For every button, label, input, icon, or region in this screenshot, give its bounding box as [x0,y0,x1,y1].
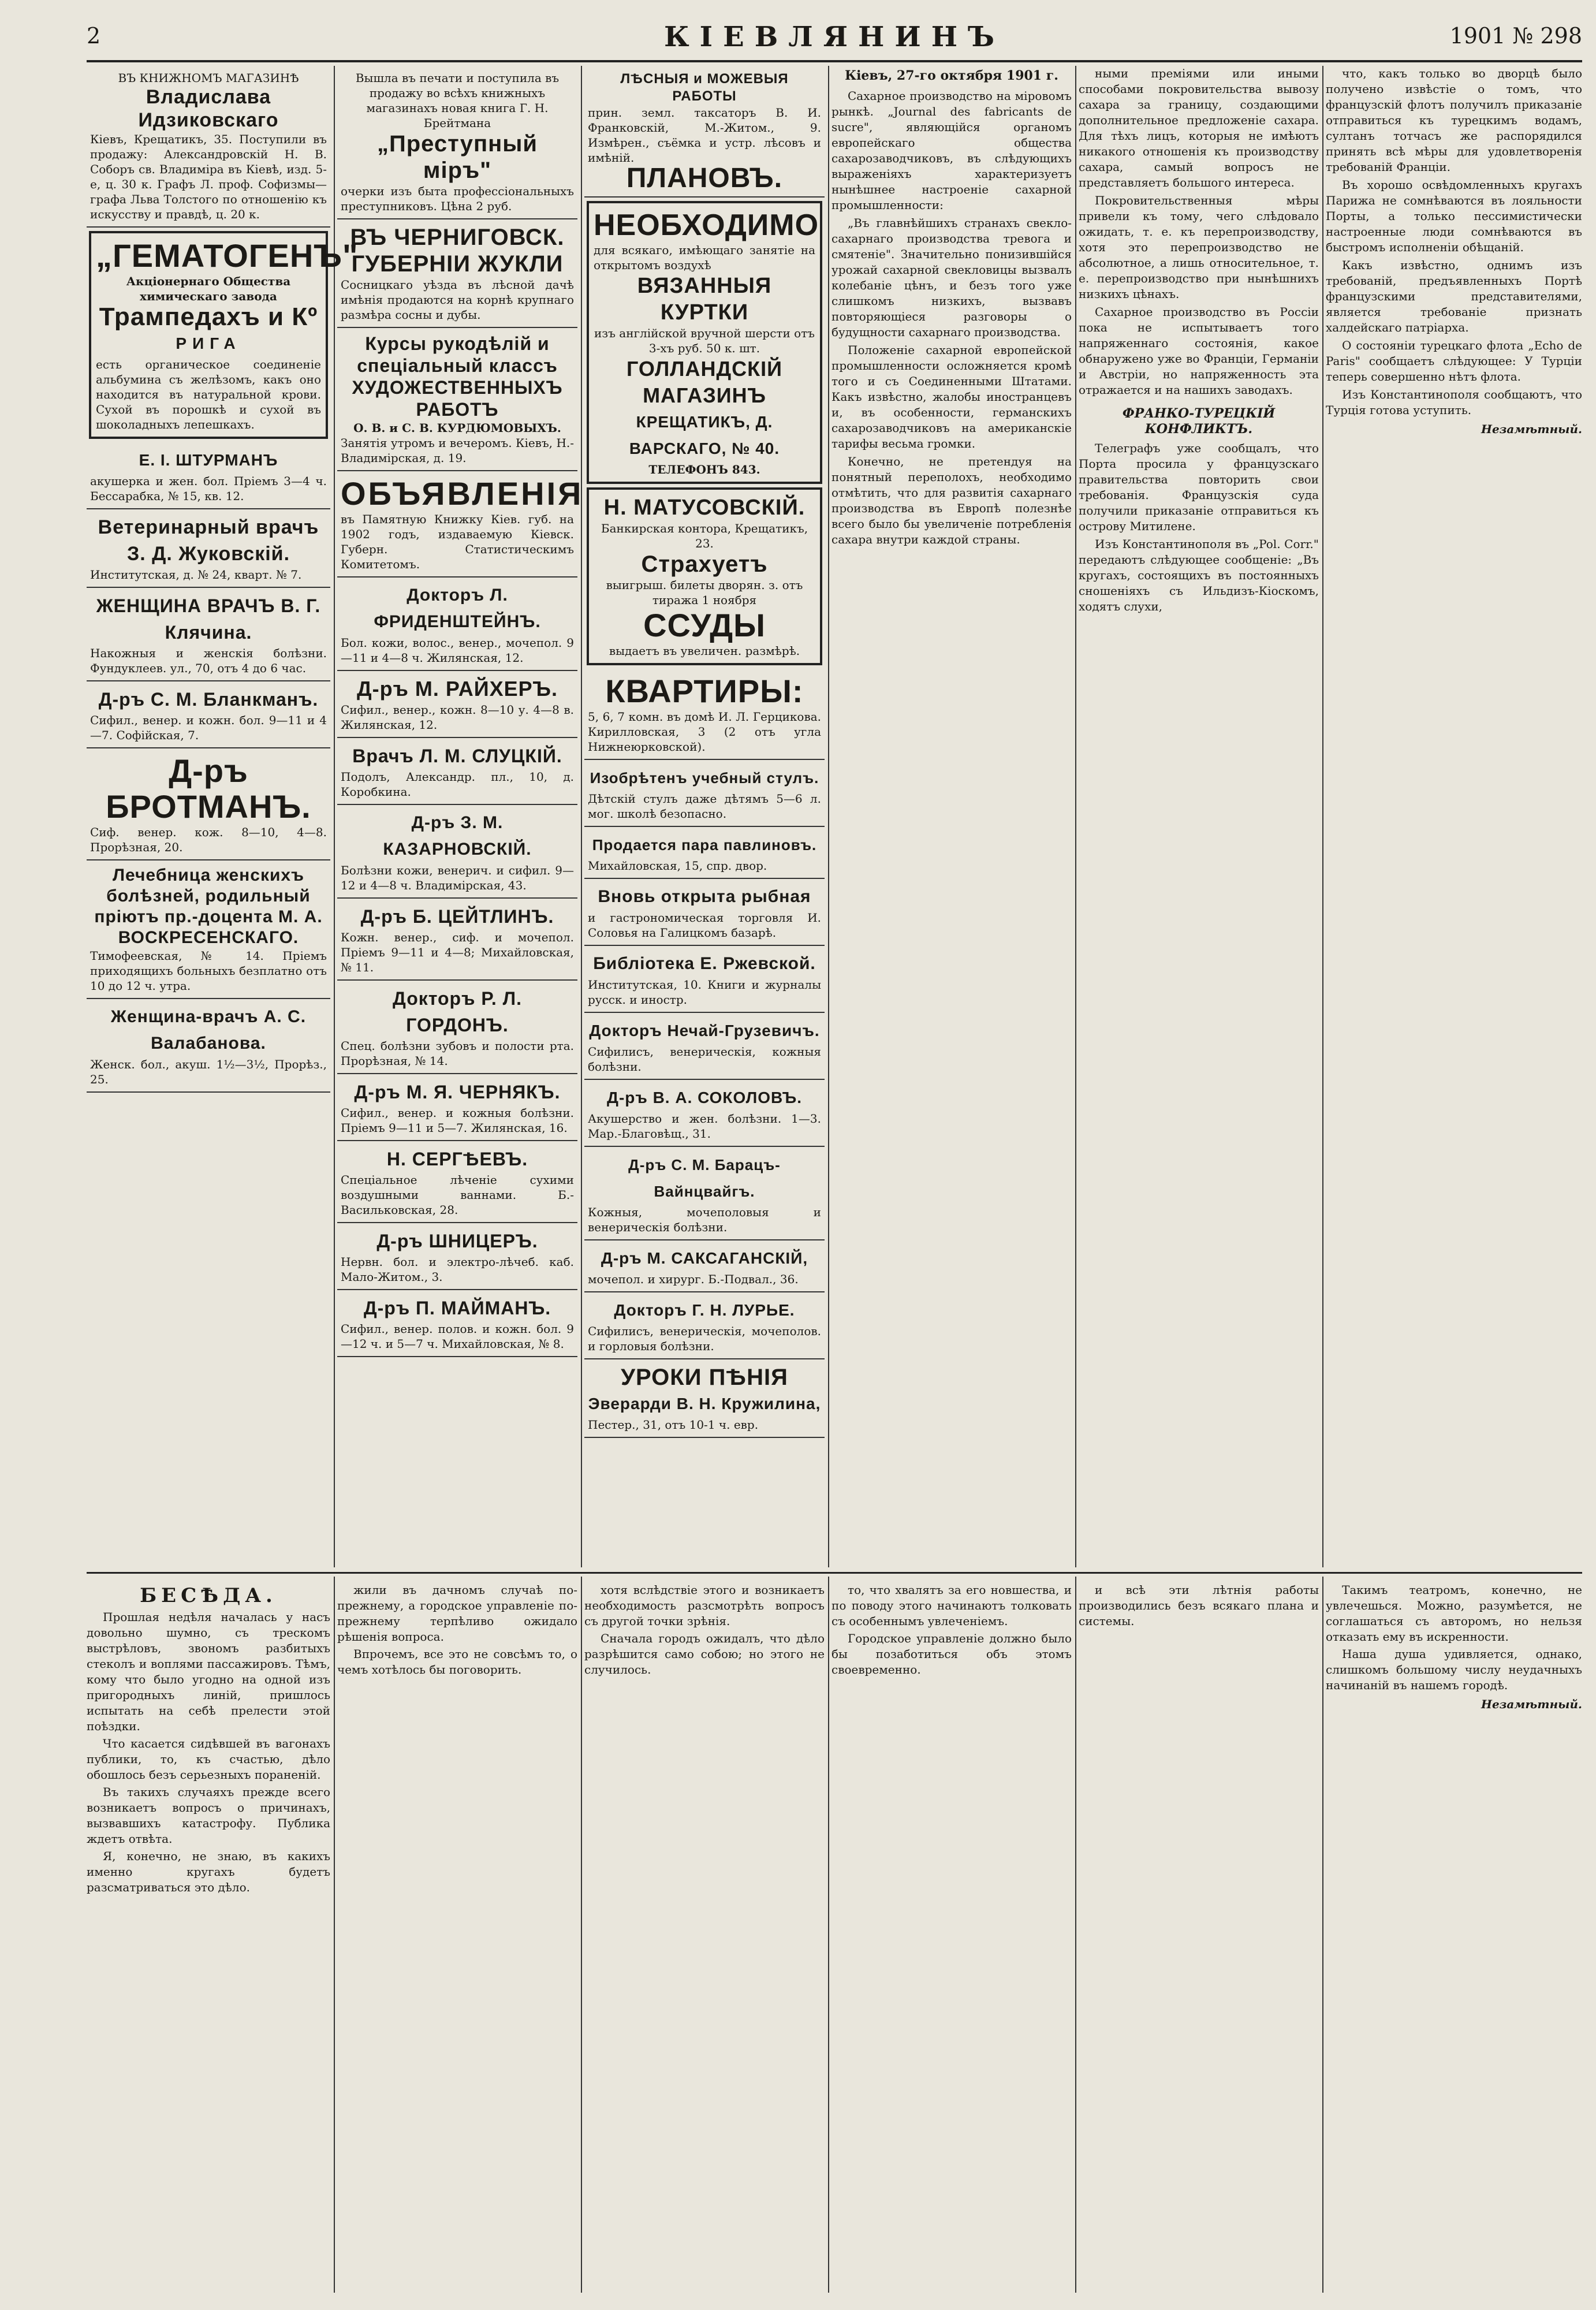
dateline: Кіевъ, 27-го октября 1901 г. [845,68,1058,83]
ad-heading: Вновь открыта рыбная [598,887,811,906]
ad-barats [584,1147,825,1240]
ad-heading: „Преступный міръ" [376,131,538,183]
ad-text: Сифилисъ, венерическія, мочеполов. и горловыя болѣзни. [588,1324,821,1353]
column-divider [334,66,335,1567]
ad-text: Пестер., 31, отъ 10-1 ч. евр. [588,1418,759,1432]
ad-singing [584,1359,825,1438]
article-paragraph: О состояніи турецкаго флота „Echo de Paris" сообщаетъ слѣдующее: У Турціи теперь совершенно нѣтъ флота. [1326,338,1582,383]
ad-text: 5, 6, 7 комн. въ домѣ И. Л. Герцикова. Кирилловская, 3 (2 отъ угла Нижнеюрковской). [588,710,821,754]
ad-gordon [337,981,577,1074]
ad-heading: Н. СЕРГѢЕВЪ. [386,1149,528,1169]
ad-text: Нервн. бол. и электро-лѣчеб. каб. Мало-Житом., 3. [341,1255,574,1284]
ad-text: Тимофеевская, № 14. Пріемъ приходящихъ больныхъ безплатно отъ 10 до 12 ч. утра. [90,949,327,993]
ad-heading: Продается пара павлиновъ. [592,836,817,854]
column-divider [1075,66,1076,1567]
ad-heading: Женщина-врачъ А. С. Валабанова. [110,1007,307,1053]
article-paragraph: Сахарное производство въ Россіи пока не испытываетъ того напряженнаго состоянія, какое обнаружено уже во Франціи, Германіи и Австріи, но напряженность эта отражается и на нашихъ заводахъ. [1079,305,1319,397]
ad-heading: Д-ръ БРОТМАНЪ. [106,752,311,825]
ad-text: Дѣтскій стулъ даже дѣтямъ 5—6 л. мог. школѣ безопасно. [588,792,821,821]
ad-heading: Н. МАТУСОВСКІЙ. [603,495,806,520]
ad-sub: Акціонернаго Общества химическаго завода [126,274,291,303]
ad-library [584,946,825,1013]
feuilleton-column-6 [1326,1582,1582,1712]
ad-sokolov [584,1080,825,1147]
ad-chair [584,760,825,827]
article-paragraph: Въ хорошо освѣдомленныхъ кругахъ Парижа не сомнѣваются въ лояльности Порты, а только пессимистически настроенные люди сомнѣваются въ быстромъ исполненіи обѣщаній. [1326,178,1582,254]
ad-courses [337,328,577,471]
ad-text: Болѣзни кожи, венерич. и сифил. 9—12 и 4—8 ч. Владимірская, 43. [341,863,574,892]
ad-fridenshtein [337,578,577,671]
ad-valabanova [87,999,330,1093]
column-divider [1322,66,1323,1567]
ad-clinic [87,860,330,999]
ads-column-2 [337,66,584,1357]
feuilleton-paragraph: Городское управленіе должно было бы позаботиться объ этомъ своевременно. [831,1631,1072,1676]
page-number: 2 [87,23,101,49]
article-paragraph: Покровительственныя мѣры привели къ тому, чего слѣдовало ожидать, т. е. къ перепроизводству, хотя это перепроизводство не абсолютное, а лишь относительное, т. е. перепроизводство при нынѣшнихъ низкихъ цѣнахъ. [1079,193,1319,301]
feuilleton-column-3 [584,1582,825,1679]
ad-sub: Эверарди В. Н. Кружилина, [588,1395,821,1413]
ad-heading: Д-ръ С. М. Бланкманъ. [98,689,319,710]
column-divider [581,1577,582,2293]
feuilleton-column-2 [337,1582,577,1679]
ad-phone: ТЕЛЕФОНЪ 843. [648,463,760,476]
ad-hematogen [89,231,359,439]
ad-text: очерки изъ быта профессіональныхъ преступниковъ. Цѣна 2 руб. [341,184,574,213]
ad-text: Кіевъ, Крещатикъ, 35. Поступили въ продажу: Александровскій Н. В. Соборъ св. Владиміра въ Кіевѣ, изд. 5-е, ц. 30 к. Графъ Л. проф. Софизмы—графа Льва Толстого по отношенію къ искусству и правдѣ, ц. 20 к. [90,132,327,221]
ad-heading: ЖЕНЩИНА ВРАЧЪ В. Г. Клячина. [96,595,321,643]
article-paragraph: Изъ Константинополя сообщаютъ, что Турція готова уступить. [1326,388,1582,417]
feuilleton-paragraph: жили въ дачномъ случаѣ по-прежнему, а городское управленіе по-прежнему терпѣливо ожидало рѣшенія вопроса. [337,1583,577,1644]
ad-text: акушерка и жен. бол. Пріемъ 3—4 ч. Бессарабка, № 15, кв. 12. [90,474,327,503]
feuilleton-column-1 [87,1582,330,1897]
column-divider [1322,1577,1323,2293]
ad-announcements [337,471,584,578]
ad-heading: Д-ръ В. А. СОКОЛОВЪ. [607,1089,802,1106]
ad-text: Сифилисъ, венерическія, кожныя болѣзни. [588,1045,821,1074]
ad-text: Сиф. венер. кож. 8—10, 4—8. Прорѣзная, 20. [90,825,327,854]
ad-insures: Страхуетъ [641,552,768,577]
ad-text: Институтская, 10. Книги и журналы русск. и иностр. [588,978,821,1007]
ad-text: Сосницкаго уѣзда въ лѣсной дачѣ имѣнія продаются на корнѣ крупнаго размѣра сосны и дубы. [341,278,574,322]
ad-text: Акушерство и жен. болѣзни. 1—3. Мар.-Благовѣщ., 31. [588,1112,821,1141]
ad-maiman [337,1290,577,1357]
column-divider [1075,1577,1076,2293]
ad-text: Михайловская, 15, спр. двор. [588,859,767,873]
feuilleton-paragraph: Прошлая недѣля началась у насъ довольно шумно, съ трескомъ выстрѣловъ, звономъ разбитыхъ стеколъ и воплями пассажировъ. Тѣмъ, кому что было угодно на одной изъ пригородныхъ линій, пришлось испытать на себѣ прелести этой поѣздки. [87,1610,330,1733]
ad-address: КРЕЩАТИКЪ, Д. ВАРСКАГО, № 40. [629,413,780,457]
column-divider [828,1577,829,2293]
ad-heading: Е. І. ШТУРМАНЪ [139,451,278,469]
ad-text: въ Памятную Книжку Кіев. губ. на 1902 годъ, издаваемую Кіевск. Губерн. Статистическимъ Комитетомъ. [341,512,574,571]
ad-heading: Докторъ Г. Н. ЛУРЬЕ. [614,1301,795,1319]
ad-foot: выдаетъ въ увеличен. размѣрѣ. [609,644,800,658]
ad-text: и гастрономическая торговля И. Соловья на Галицкомъ базарѣ. [588,911,821,940]
newspaper-title: КІЕВЛЯНИНЪ [663,21,1005,53]
ad-text: Женск. бол., акуш. 1½—3½, Прорѣз., 25. [90,1057,327,1086]
ad-sub: Банкирская контора, Крещатикъ, 23. [601,521,808,550]
ad-heading: Д-ръ М. САКСАГАНСКІЙ, [601,1249,808,1267]
ad-brand: Трампедахъ и Кº [99,303,318,331]
ad-chernyak [337,1074,577,1141]
ad-heading: Врачъ Л. М. СЛУЦКІЙ. [352,746,562,766]
ad-fish [584,879,825,946]
ad-heading: Докторъ Р. Л. ГОРДОНЪ. [393,988,522,1035]
feuilleton-paragraph: Что касается сидѣвшей въ вагонахъ публики, то, къ счастью, дѣло обошлось безъ серьезныхъ пораненій. [87,1737,330,1782]
article-paragraph: Изъ Константинополя въ „Pol. Corr." передаютъ слѣдующее сообщеніе: „Въ кругахъ, состоящихъ въ постоянныхъ сношеніяхъ съ Ильдизъ-Кіоскомъ, ходятъ слухи, [1079,537,1319,613]
feuilleton-paragraph: Впрочемъ, все это не совсѣмъ то, о чемъ хотѣлось бы поговорить. [337,1647,577,1676]
article-paragraph: ными преміями или иными способами покровительства вывозу сахара за границу, создающими дополнительное предложеніе сахара. Для тѣхъ лицъ, которыя не имѣютъ никакого отношенія къ производству сахара, самый вопросъ не представляетъ большого интереса. [1079,66,1319,189]
ad-text: Кожныя, мочеполовыя и венерическія болѣзни. [588,1205,821,1234]
ad-heading: ЛѢСНЫЯ и МОЖЕВЫЯ РАБОТЫ [620,71,789,104]
feuilleton-paragraph: то, что хвалятъ за его новшества, и по поводу этого начинаютъ толковать съ особеннымъ увлеченіемъ. [831,1583,1072,1628]
ad-heading: КВАРТИРЫ: [605,673,804,709]
ad-peacocks [584,827,825,879]
ad-text: Сифил., венер., кожн. 8—10 у. 4—8 в. Жилянская, 12. [341,703,574,732]
ad-heading: НЕОБХОДИМО [594,208,819,242]
feuilleton-paragraph: Сначала городъ ожидалъ, что дѣло разрѣшится само собою; но этого не случилось. [584,1631,825,1676]
ad-kazarnovsky [337,805,577,899]
ad-slutsky [337,738,577,805]
ad-nechai [584,1013,825,1080]
ads-column-1 [87,66,359,1093]
feuilleton-column-5 [1079,1582,1319,1631]
article-conflict-continued [1326,66,1582,437]
article-sugar-continued [1079,66,1319,617]
ad-text: есть органическое соединеніе альбумина съ желѣзомъ, какъ оно находится въ натуральной крови. Сухой въ порошкѣ и сухой въ шоколадныхъ лепешкахъ. [96,357,321,431]
feuilleton-paragraph: Наша душа удивляется, однако, слишкомъ большому числу неудачныхъ начинаній въ нашемъ городѣ. [1326,1647,1582,1692]
ad-saksagansky [584,1240,825,1292]
issue-number: 1901 № 298 [1449,23,1582,49]
masthead [87,23,1582,58]
ad-text: Накожныя и женскія болѣзни. Фундуклеев. ул., 70, отъ 4 до 6 час. [90,646,327,675]
ad-heading: Д-ръ С. М. Барацъ-Вайнцвайгъ. [628,1156,781,1200]
article-paragraph: Какъ извѣстно, однимъ изъ требованій, предъявленныхъ Портѣ французскими представителями, является требованіе признать халдейскаго патріарха. [1326,258,1582,334]
ad-heading: Д-ръ ШНИЦЕРЪ. [376,1231,538,1251]
ad-heading: Д-ръ М. Я. ЧЕРНЯКЪ. [354,1082,561,1102]
ad-veterinar [87,509,330,588]
ad-text: Спец. болѣзни зубовъ и полости рта. Прорѣзная, № 14. [341,1039,574,1068]
ad-heading: Докторъ Л. ФРИДЕНШТЕЙНЪ. [374,586,541,631]
article-paragraph: Положеніе сахарной европейской промышленности осложняется кромѣ того и съ Соединенными Штатами. Какъ извѣстно, жалобы иностранцевъ и, въ особенности, германскихъ сахарозаводчиковъ на американскіе тарифы весьма громки. [831,343,1072,450]
ad-raiher [337,671,577,738]
ad-woman-doctor [87,588,330,681]
ad-city: РИГА [176,334,241,352]
article-title-franco-turkish: ФРАНКО-ТУРЕЦКІЙ КОНФЛИКТЪ. [1122,406,1276,437]
ad-shturman [87,442,330,509]
ad-heading: Изобрѣтенъ учебный стулъ. [590,769,819,787]
ad-heading: „ГЕМАТОГЕНЪ" [96,237,359,274]
feuilleton-column-4 [831,1582,1072,1679]
article-paragraph: что, какъ только во дворцѣ было получено извѣстіе о томъ, что французскій флотъ получилъ приказаніе отправиться къ турецкимъ водамъ, султанъ тотчасъ же распорядился принять всѣ мѣры для удовлетворенія требованій Франціи. [1326,66,1582,174]
ad-heading: Библіотека Е. Ржевской. [593,954,816,973]
ad-heading: Докторъ Нечай-Грузевичъ. [589,1022,820,1040]
ad-text: мочепол. и хирург. Б.-Подвал., 36. [588,1272,799,1286]
ad-brand: ПЛАНОВЪ. [626,163,783,193]
ad-loans: ССУДЫ [643,607,766,643]
column-divider [828,66,829,1567]
ad-text: прин. земл. таксаторъ В. И. Франковскій, М.-Житом., 9. Измѣрен., съёмка и устр. лѣсовъ и имѣній. [588,106,821,165]
feuilleton-paragraph: Такимъ театромъ, конечно, не увлечешься. Можно, разумѣется, не соглашаться съ авторомъ, но нельзя отказать ему въ искренности. [1326,1583,1582,1644]
article-signature: Незамѣтный. [1481,422,1582,436]
masthead-rule [87,60,1582,62]
article-paragraph: Конечно, не претендуя на понятный переполохъ, необходимо отмѣтить, что для развитія сахарнаго производства въ Европѣ полезнѣе всего было бы увеличеніе потребленія сахара внутри каждой страны. [831,454,1072,546]
feuilleton-paragraph: Я, конечно, не знаю, въ какихъ именно кругахъ будетъ разсматриваться это дѣло. [87,1849,330,1894]
ad-blankman [87,681,330,748]
ad-lurie [584,1292,825,1359]
feuilleton-paragraph: хотя вслѣдствіе этого и возникаетъ необходимость разсмотрѣть вопросъ съ другой точки зрѣнія. [584,1583,825,1628]
ad-sub: О. В. и С. В. КУРДЮМОВЫХЪ. [353,421,561,435]
ad-text: Сифил., венер. и кожныя болѣзни. Пріемъ 9—11 и 5—7. Жилянская, 16. [341,1106,574,1135]
feuilleton-signature: Незамѣтный. [1481,1697,1582,1711]
article-sugar [831,66,1072,550]
ad-heading: Д-ръ П. МАЙМАНЪ. [363,1298,551,1318]
ad-heading: ВЪ ЧЕРНИГОВСК. ГУБЕРНІИ ЖУКЛИ [350,225,565,277]
ad-chernigov [337,219,577,328]
ad-survey [584,66,825,198]
feuilleton-paragraph: и всѣ эти лѣтнія работы производились безъ всякаго плана и системы. [1079,1583,1319,1628]
ad-lead: Вышла въ печати и поступила въ продажу во всѣхъ книжныхъ магазинахъ новая книга Г. Н. Брейтмана [355,71,560,130]
ad-text: Кожн. венер., сиф. и мочепол. Пріемъ 9—11 и 4—8; Михайловская, № 11. [341,930,574,974]
column-divider [334,1577,335,2293]
column-divider [581,66,582,1567]
ad-text: Занятія утромъ и вечеромъ. Кіевъ, Н.-Владимірская, д. 19. [341,436,574,465]
ad-text: выигрыш. билеты дворян. з. отъ тиража 1 ноября [606,578,803,607]
feuilleton-paragraph: Въ такихъ случаяхъ прежде всего возникаетъ вопросъ о причинахъ, вызвавшихъ катастрофу. Публика ждетъ отвѣта. [87,1785,330,1846]
ad-matusovsky [587,487,822,665]
ad-heading: Д-ръ Б. ЦЕЙТЛИНЪ. [360,906,554,927]
ad-sergeev [337,1141,577,1223]
ad-heading: Д-ръ З. М. КАЗАРНОВСКІЙ. [383,813,532,859]
ad-heading: УРОКИ ПѢНІЯ [621,1365,788,1390]
feuilleton-title: БЕСѢДА. [140,1584,277,1607]
ad-apartments [584,669,825,760]
ad-heading: Лечебница женскихъ болѣзней, родильный пріютъ пр.-доцента М. А. ВОСКРЕСЕНСКАГО. [94,866,323,947]
ad-lead: ВЪ КНИЖНОМЪ МАГАЗИНѢ [118,71,299,85]
ad-text: Сифил., венер. и кожн. бол. 9—11 и 4—7. Софійская, 7. [90,713,327,742]
ad-heading: ОБЪЯВЛЕНІЯ [341,475,584,512]
article-paragraph: „Въ главнѣйшихъ странахъ свекло-сахарнаго производства тревога и смятеніе". Значительно понизившійся урожай сахарной свекловицы вызвалъ колебаніе цѣнъ, и безъ того уже слишкомъ низкихъ, вызвавъ повторяющіеся разговоры о будущности сахарнаго производства. [831,216,1072,339]
ad-jackets [587,201,822,484]
ad-shnitser [337,1223,577,1290]
ad-text: Подолъ, Александр. пл., 10, д. Коробкина. [341,770,574,799]
ad-product: ВЯЗАННЫЯ КУРТКИ [637,274,772,325]
ad-bookshop [87,66,330,228]
ad-text: Спеціальное лѣченіе сухими воздушными ваннами. Б.-Васильковская, 28. [341,1173,574,1217]
feuilleton-rule [87,1572,1582,1574]
ads-column-3 [584,66,825,1438]
ad-book-breitman [337,66,577,219]
ad-text: Институтская, д. № 24, кварт. № 7. [90,568,302,582]
ad-text: Бол. кожи, волос., венер., мочепол. 9—11 и 4—8 ч. Жилянская, 12. [341,636,574,665]
ad-text: Сифил., венер. полов. и кожн. бол. 9—12 ч. и 5—7 ч. Михайловская, № 8. [341,1322,574,1351]
ad-brotman [87,748,330,860]
article-paragraph: Сахарное производство на міровомъ рынкѣ. „Journal des fabricants de sucre", являющійся органомъ европейскаго общества сахарозаводчиковъ, въ слѣдующихъ выраженіяхъ характеризуетъ нынѣшнее настроеніе сахарной промышленности: [831,89,1072,212]
ad-price: изъ англійской вручной шерсти отъ 3-хъ руб. 50 к. шт. [594,326,815,355]
ad-heading: Ветеринарный врачъ З. Д. Жуковскій. [98,516,319,565]
ad-heading: Курсы рукодѣлій и спеціальный классъ ХУДОЖЕСТВЕННЫХЪ РАБОТЪ [352,333,563,420]
ad-tseitlin [337,899,577,981]
article-paragraph: Телеграфъ уже сообщалъ, что Порта просила у французскаго правительства повторить свои требованія. Французскія суда получили приказаніе отправиться къ острову Митилене. [1079,441,1319,533]
ad-shop: ГОЛЛАНДСКІЙ МАГАЗИНЪ [626,357,783,407]
ad-text: для всякаго, имѣющаго занятіе на открытомъ воздухѣ [594,243,815,272]
ad-heading: Д-ръ М. РАЙХЕРЪ. [357,677,558,701]
ad-heading: Владислава Идзиковскаго [138,86,279,131]
